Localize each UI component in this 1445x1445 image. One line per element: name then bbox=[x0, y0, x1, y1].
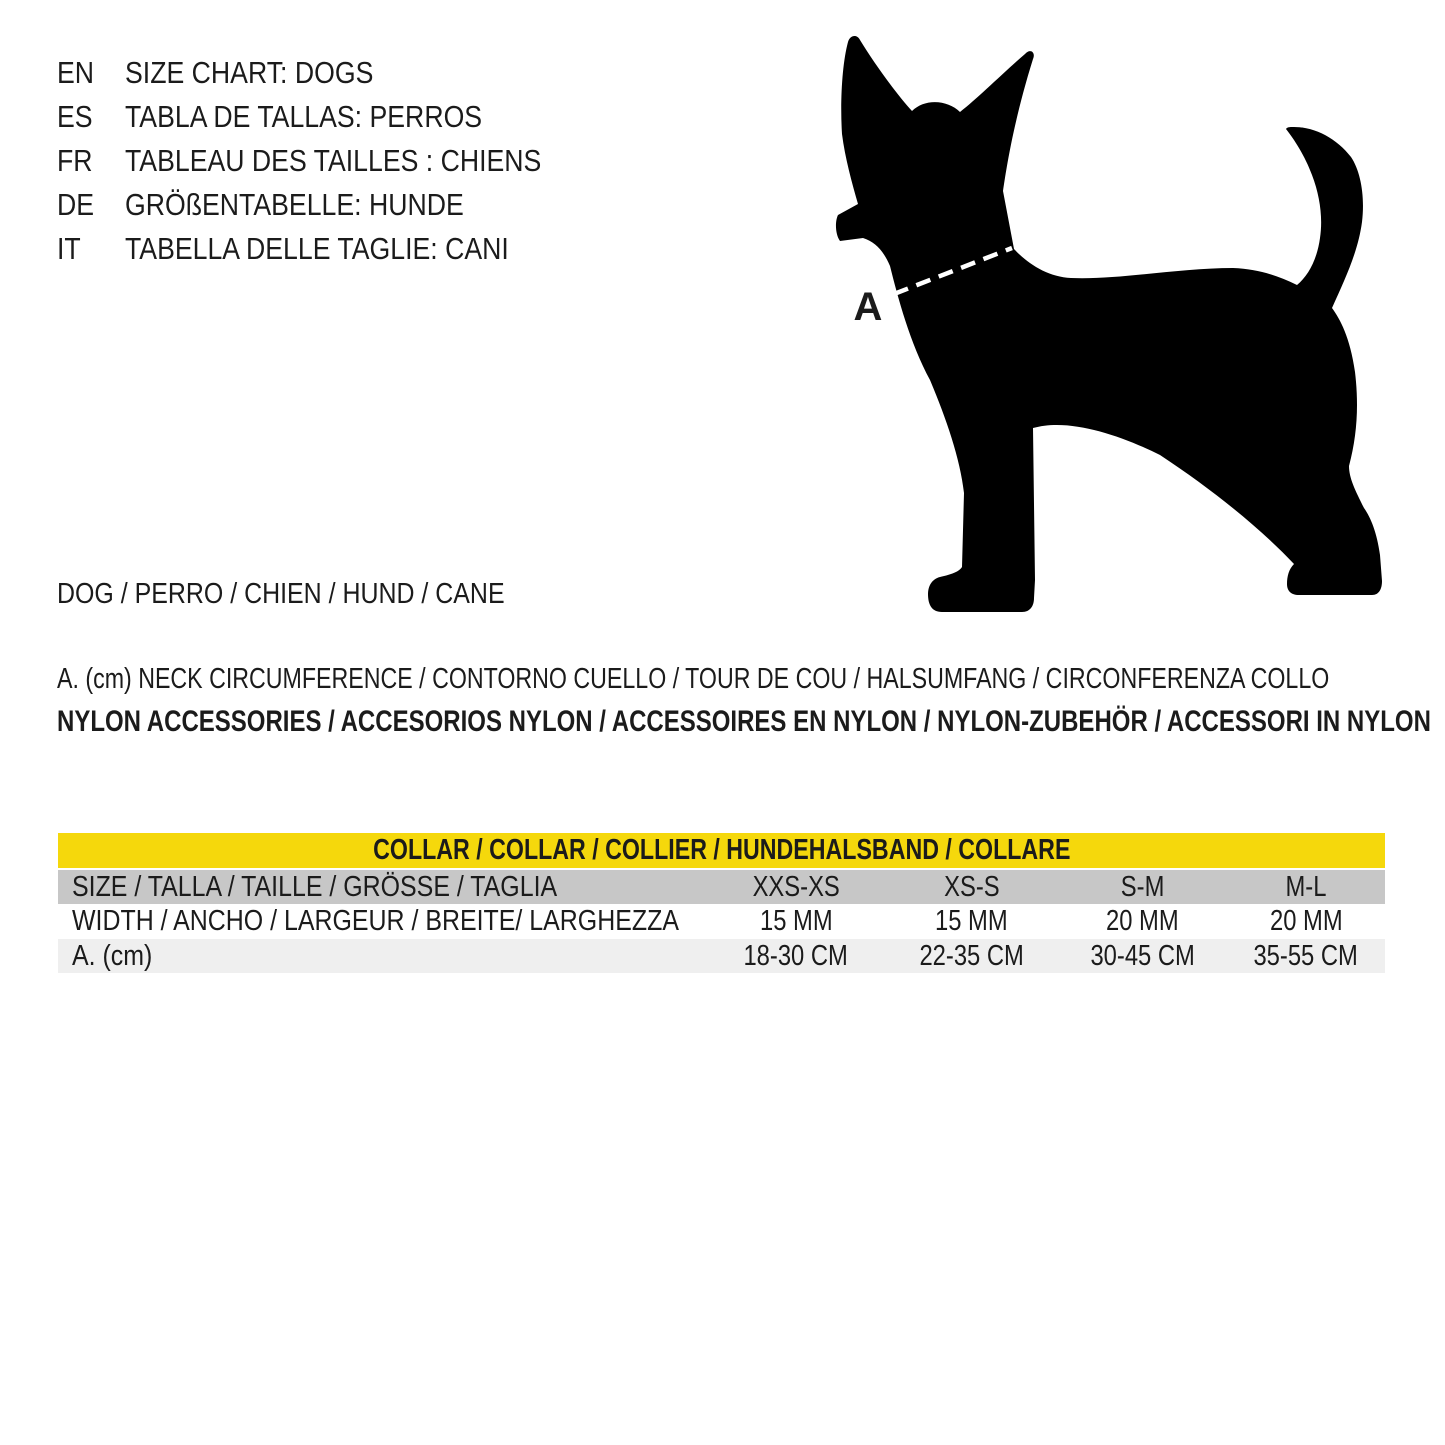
row-label: SIZE / TALLA / TAILLE / GRÖSSE / TAGLIA bbox=[72, 870, 558, 903]
language-code: FR bbox=[57, 143, 93, 178]
dog-silhouette-svg bbox=[828, 28, 1408, 638]
language-code: IT bbox=[57, 231, 81, 266]
width-value: 20 MM bbox=[1269, 905, 1343, 937]
language-row-it bbox=[57, 227, 609, 271]
measurement-note: A. (cm) NECK CIRCUMFERENCE / CONTORNO CUELLO / TOUR DE COU / HALSUMFANG / CIRCONFERENZA COLLO bbox=[57, 663, 1330, 695]
language-title: SIZE CHART: DOGS bbox=[125, 55, 374, 90]
size-value: M-L bbox=[1285, 870, 1327, 903]
language-code: EN bbox=[57, 55, 95, 90]
language-title: TABLA DE TALLAS: PERROS bbox=[125, 99, 483, 134]
language-code: DE bbox=[57, 187, 95, 222]
language-title: GRÖßENTABELLE: HUNDE bbox=[125, 187, 464, 222]
table-row-width bbox=[58, 904, 1385, 939]
language-title-block bbox=[57, 51, 609, 271]
dog-figure bbox=[828, 28, 1408, 638]
neck-measure-marker: A bbox=[853, 285, 883, 329]
language-row-en bbox=[57, 51, 609, 95]
language-title: TABELLA DELLE TAGLIE: CANI bbox=[125, 231, 509, 266]
language-title: TABLEAU DES TAILLES : CHIENS bbox=[125, 143, 542, 178]
language-row-es bbox=[57, 95, 609, 139]
collar-size-table bbox=[58, 833, 1385, 973]
language-row-fr bbox=[57, 139, 609, 183]
row-label: A. (cm) bbox=[72, 939, 153, 972]
row-label: WIDTH / ANCHO / LARGEUR / BREITE/ LARGHEZZA bbox=[72, 905, 679, 937]
neck-value: 30-45 CM bbox=[1090, 939, 1195, 972]
dog-silhouette bbox=[836, 36, 1382, 612]
table-row-neck bbox=[58, 939, 1385, 973]
neck-value: 22-35 CM bbox=[919, 939, 1024, 972]
language-row-de bbox=[57, 183, 609, 227]
neck-value: 18-30 CM bbox=[743, 939, 849, 972]
neck-value: 35-55 CM bbox=[1253, 939, 1359, 972]
figure-caption: DOG / PERRO / CHIEN / HUND / CANE bbox=[57, 578, 505, 610]
size-value: S-M bbox=[1120, 870, 1165, 903]
size-value: XS-S bbox=[943, 870, 1000, 903]
width-value: 20 MM bbox=[1106, 905, 1179, 937]
table-header-band bbox=[58, 833, 1385, 868]
language-code: ES bbox=[57, 99, 93, 134]
table-row-size bbox=[58, 870, 1385, 904]
width-value: 15 MM bbox=[935, 905, 1008, 937]
width-value: 15 MM bbox=[759, 905, 833, 937]
table-header-label: COLLAR / COLLAR / COLLIER / HUNDEHALSBAND / COLLARE bbox=[372, 834, 1071, 866]
size-value: XXS-XS bbox=[752, 870, 840, 903]
material-note: NYLON ACCESSORIES / ACCESORIOS NYLON / ACCESSOIRES EN NYLON / NYLON-ZUBEHÖR / ACCESSORI IN NYLON bbox=[57, 705, 1431, 738]
